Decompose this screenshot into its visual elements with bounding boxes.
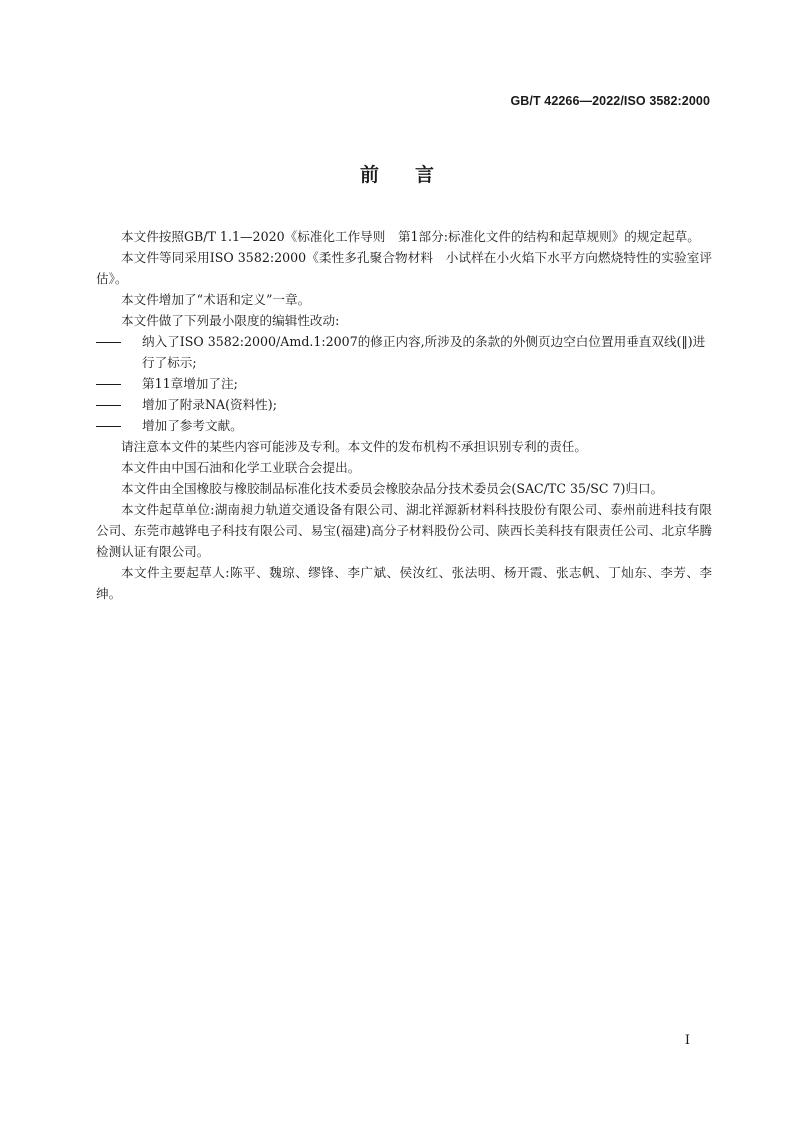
edit-item [96,373,712,394]
edit-item-text: 增加了附录NA(资料性); [142,397,277,412]
dash-icon [96,394,142,415]
edit-item [96,331,712,373]
edit-item-text: 第11章增加了注; [142,376,238,391]
dash-icon [96,373,142,394]
dash-icon [96,415,142,436]
paragraph-drafting-units: 本文件起草单位:湖南昶力轨道交通设备有限公司、湖北祥源新材料科技股份有限公司、泰州前进科技有限公司、东莞市越铧电子科技有限公司、易宝(福建)高分子材料股份公司、陕西长美科技有限责任公司、北京华腾检测认证有限公司。 [96,502,712,559]
paragraph-committee: 本文件由全国橡胶与橡胶制品标准化技术委员会橡胶杂品分技术委员会(SAC/TC 35/SC 7)归口。 [121,481,664,496]
paragraph-added-chapter: 本文件增加了“术语和定义”一章。 [121,292,311,307]
edit-item-text: 纳入了ISO 3582:2000/Amd.1:2007的修正内容,所涉及的条款的外侧页边空白位置用垂直双线(‖)进行了标示; [142,334,706,370]
paragraph-proposer: 本文件由中国石油和化学工业联合会提出。 [121,460,361,475]
paragraph-patent-notice: 请注意本文件的某些内容可能涉及专利。本文件的发布机构不承担识别专利的责任。 [121,439,587,454]
paragraph-adoption: 本文件等同采用ISO 3582:2000《柔性多孔聚合物材料 小试样在小火焰下水平方向燃烧特性的实验室评估》。 [96,250,712,286]
standard-code: GB/T 42266—2022/ISO 3582:2000 [510,94,710,108]
foreword-body [96,226,712,604]
paragraph-drafters: 本文件主要起草人:陈平、魏琼、缪锋、李广斌、侯汝红、张法明、杨开霞、张志帆、丁灿东、李芳、李绅。 [96,565,712,601]
edit-item [96,394,712,415]
dash-icon [96,331,142,352]
edit-item-text: 增加了参考文献。 [142,418,243,433]
page-title: 前言 [359,164,470,186]
paragraph-edits-intro: 本文件做了下列最小限度的编辑性改动: [121,313,340,328]
page-number: I [684,1033,690,1048]
paragraph-drafting-rules: 本文件按照GB/T 1.1—2020《标准化工作导则 第1部分:标准化文件的结构和起草规则》的规定起草。 [121,229,700,244]
edit-item [96,415,712,436]
